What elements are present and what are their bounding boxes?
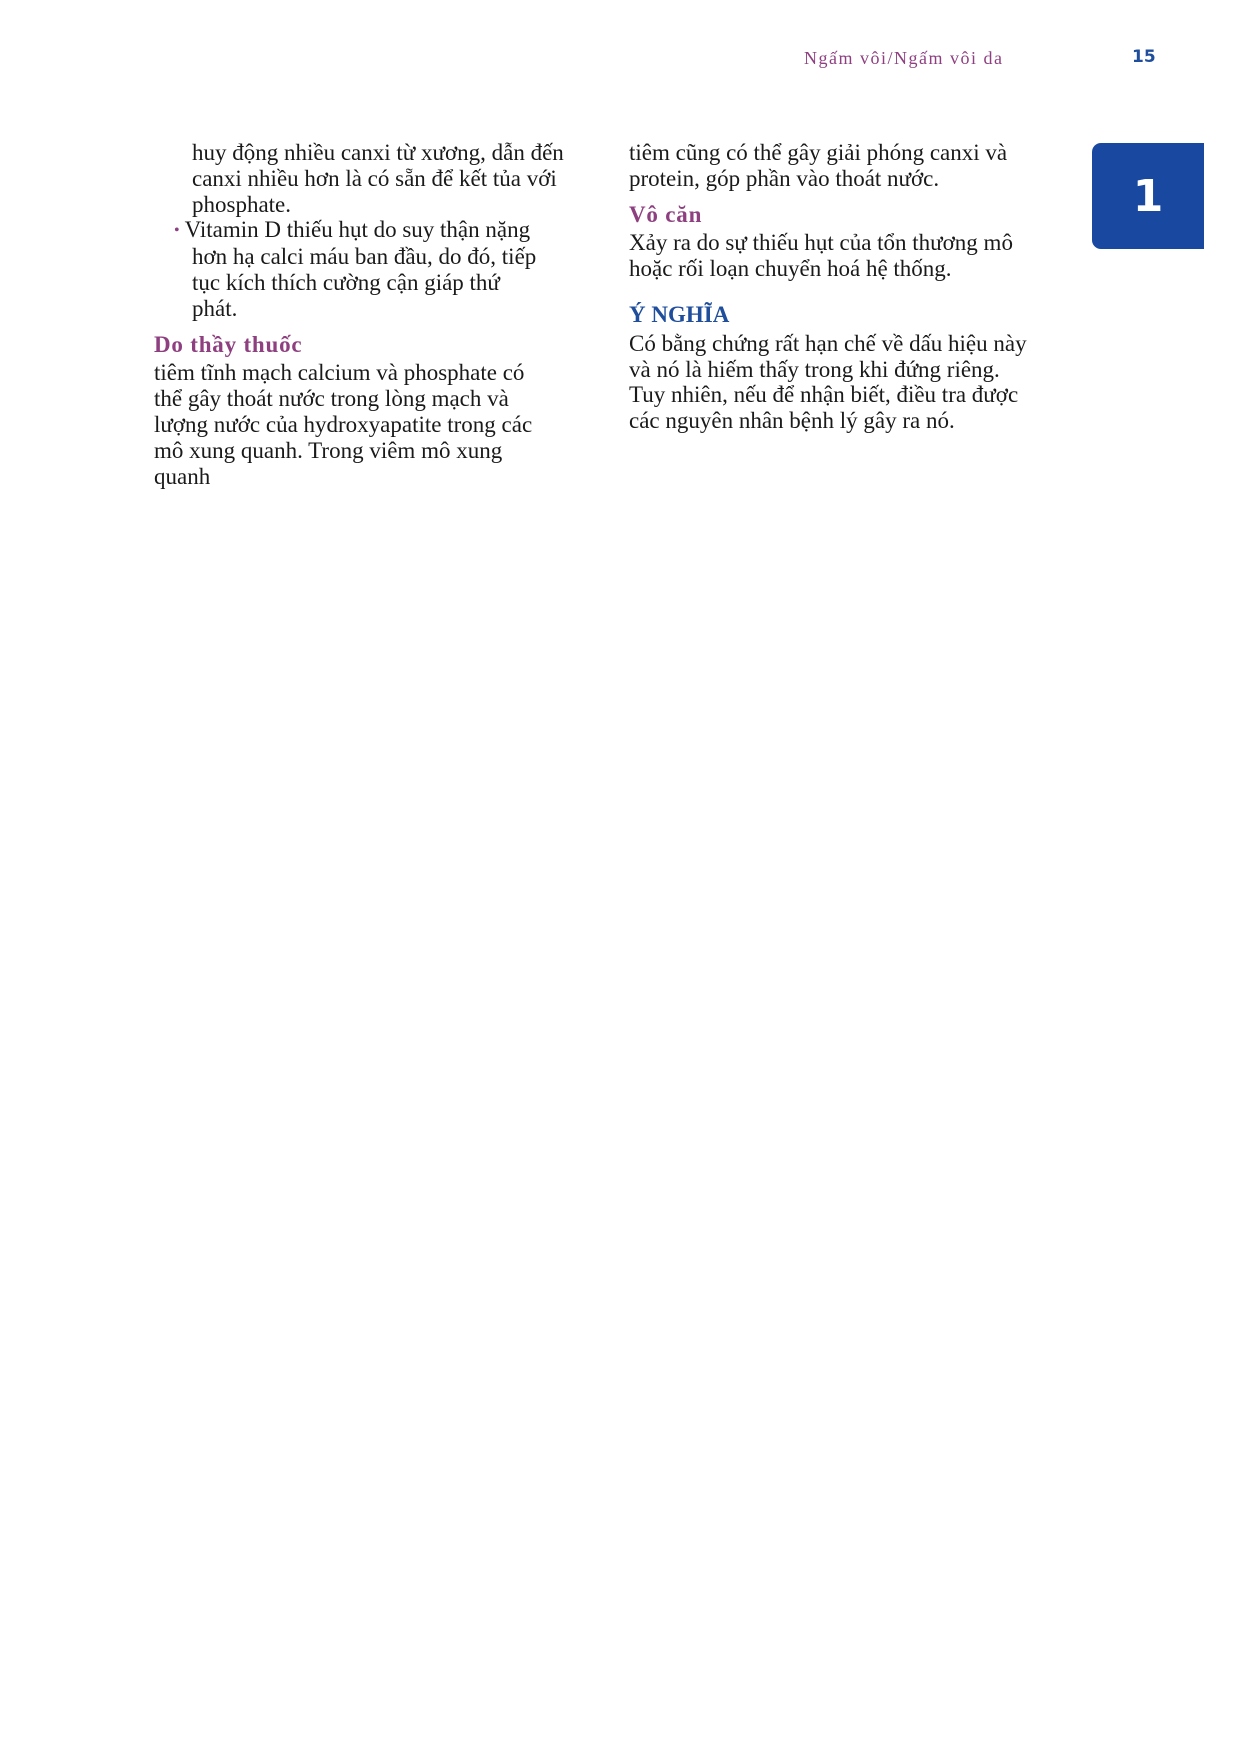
section-heading-y-nghia: Ý NGHĨA [629,301,730,327]
text-line: hơn hạ calci máu ban đầu, do đó, tiếp [192,244,537,270]
text-line: lượng nước của hydroxyapatite trong các [154,411,533,437]
text-line: thể gây thoát nước trong lòng mạch và [154,386,509,412]
bullet-icon: • [174,222,180,240]
text-line: tiêm cũng có thể gây giải phóng canxi và [629,140,1008,165]
text-line: các nguyên nhân bệnh lý gây ra nó. [629,408,955,434]
text-line: Có bằng chứng rất hạn chế về dấu hiệu này [629,330,1027,356]
subheading-do-thay-thuoc: Do thầy thuốc [154,331,303,357]
running-header: Ngấm vôi/Ngấm vôi da [804,48,1004,68]
bullet-text: Vitamin D thiếu hụt do suy thận nặng [184,217,531,243]
text-line: hoặc rối loạn chuyển hoá hệ thống. [629,256,952,282]
right-column [629,140,1069,434]
text-line: tục kích thích cường cận giáp thứ [192,269,500,295]
chapter-tab: 1 [1092,143,1204,249]
text-line: mô xung quanh. Trong viêm mô xung [154,437,503,463]
text-line: và nó là hiếm thấy trong khi đứng riêng. [629,356,1000,382]
text-line: Tuy nhiên, nếu để nhận biết, điều tra được [629,382,1019,408]
text-line: phát. [192,295,238,321]
bullet-item [154,217,594,244]
page-number: 15 [1132,47,1156,67]
text-line: protein, góp phần vào thoát nước. [629,165,940,191]
text-line: phosphate. [192,191,292,217]
text-line: Xảy ra do sự thiếu hụt của tổn thương mô [629,230,1013,256]
text-line: tiêm tĩnh mạch calcium và phosphate có [154,360,525,386]
text-line: huy động nhiều canxi từ xương, dẫn đến [192,140,564,165]
left-column [154,140,594,489]
text-line: quanh [154,463,211,489]
subheading-vo-can: Vô căn [629,201,703,227]
text-line: canxi nhiều hơn là có sẵn để kết tủa với [192,165,557,191]
